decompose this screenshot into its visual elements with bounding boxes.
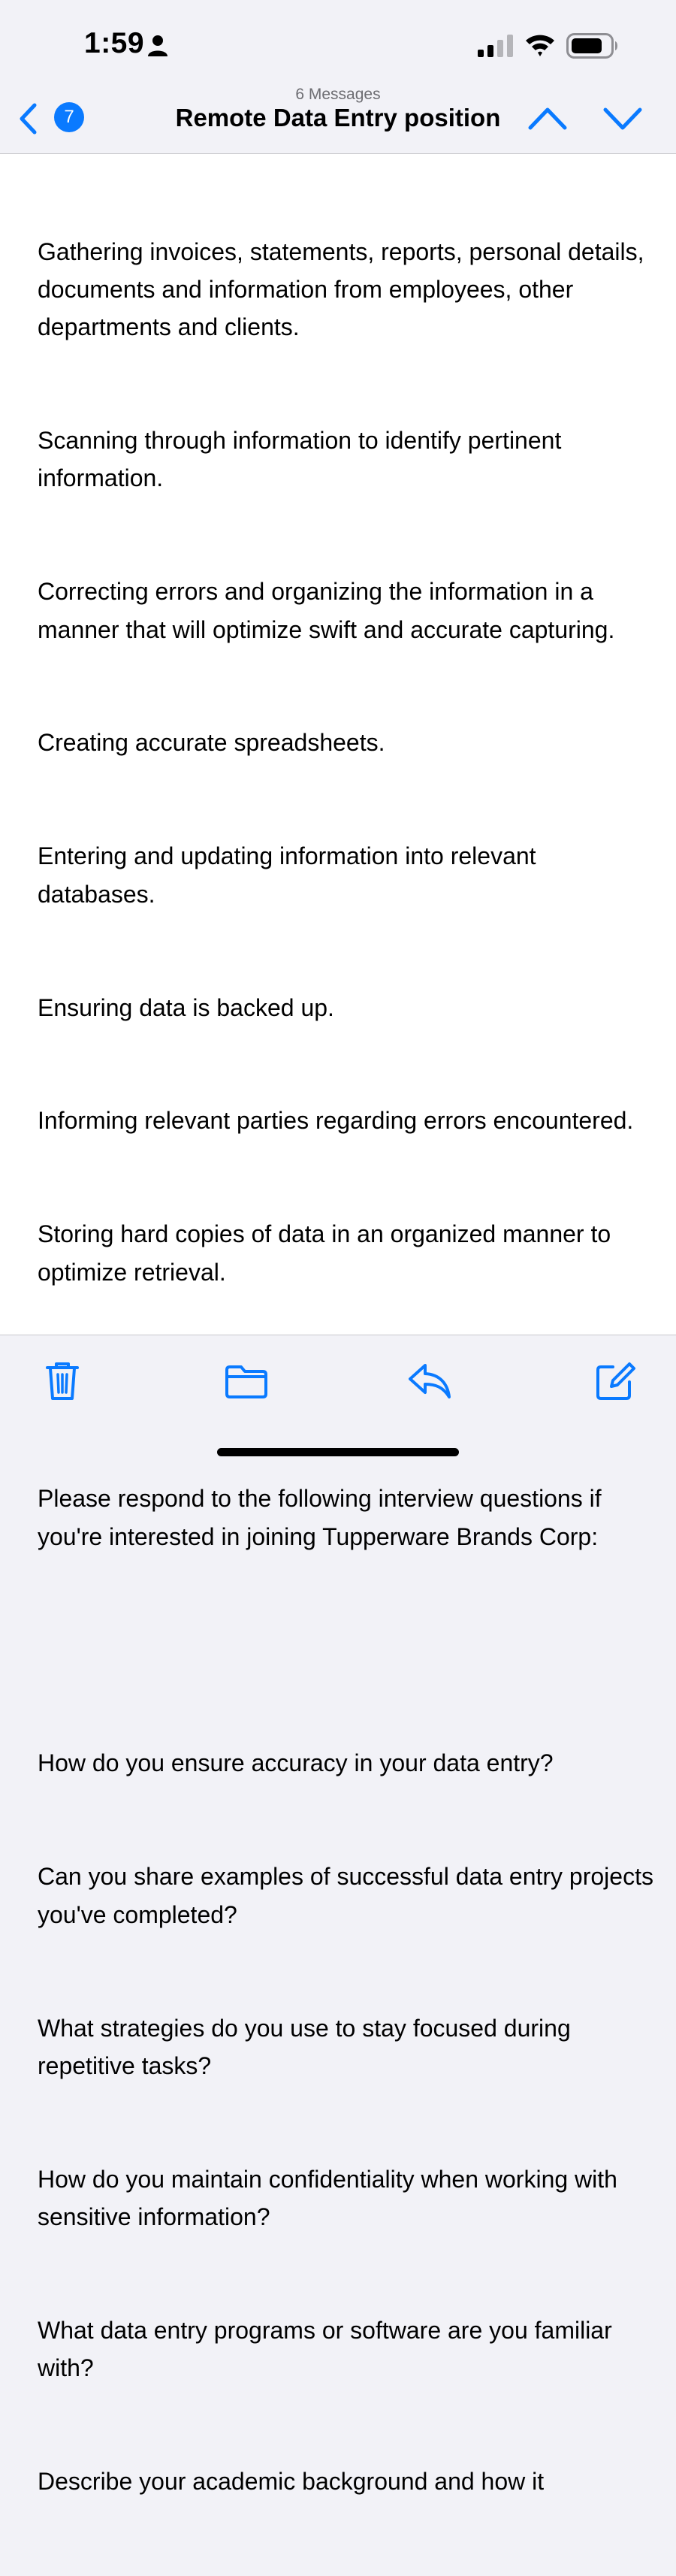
next-message-button[interactable] <box>601 99 644 138</box>
body-line: What data entry programs or software are you familiar with? <box>38 2316 619 2382</box>
body-line: Describe your academic background and how it <box>38 2468 545 2496</box>
unread-badge: 7 <box>54 102 84 132</box>
battery-icon <box>566 33 619 59</box>
message-body[interactable] <box>0 154 676 2496</box>
body-line: Can you share examples of successful data entry projects you've completed? <box>38 1863 660 1928</box>
compose-button[interactable] <box>592 1358 637 1403</box>
body-line: Ensuring data is backed up. <box>38 993 334 1021</box>
previous-message-button[interactable] <box>526 99 569 138</box>
person-icon <box>147 35 168 57</box>
body-line: Scanning through information to identify pertinent information. <box>38 427 569 492</box>
wifi-icon <box>524 32 556 57</box>
folder-icon <box>222 1358 270 1403</box>
body-line: Entering and updating information into relevant databases. <box>38 842 543 908</box>
home-indicator[interactable] <box>217 1448 459 1456</box>
body-line: How do you maintain confidentiality when working with sensitive information? <box>38 2165 624 2231</box>
message-count: 6 Messages <box>295 86 381 103</box>
bottom-toolbar <box>0 1335 676 1467</box>
reply-icon <box>406 1358 454 1403</box>
delete-button[interactable] <box>40 1358 85 1403</box>
chevron-down-icon <box>601 99 644 138</box>
body-line: Storing hard copies of data in an organized manner to optimize retrieval. <box>38 1220 618 1286</box>
thread-header <box>0 83 676 154</box>
body-line: Correcting errors and organizing the information in a manner that will optimize swift and accurate capturing. <box>38 578 615 643</box>
body-line <box>38 1631 653 1669</box>
status-time: 1:59 <box>84 27 145 59</box>
chevron-up-icon <box>526 99 569 138</box>
body-line: Informing relevant parties regarding errors encountered. <box>38 1107 634 1135</box>
body-line: How do you ensure accuracy in your data entry? <box>38 1749 554 1777</box>
status-bar <box>0 0 676 83</box>
body-line: Gathering invoices, statements, reports, personal details, documents and information from employees, other departments and clients. <box>38 237 651 341</box>
move-to-folder-button[interactable] <box>222 1358 270 1403</box>
back-button[interactable] <box>15 101 90 140</box>
body-line: What strategies do you use to stay focused during repetitive tasks? <box>38 2014 578 2079</box>
trash-icon <box>40 1358 85 1403</box>
body-line: Creating accurate spreadsheets. <box>38 729 385 757</box>
thread-title: Remote Data Entry position <box>175 104 501 132</box>
reply-button[interactable] <box>406 1358 454 1403</box>
compose-icon <box>592 1358 637 1403</box>
body-line: Please respond to the following interview questions if you're interested in joining Tupperware Brands Corp: <box>38 1485 608 1550</box>
cellular-signal-icon <box>478 35 514 57</box>
back-chevron-icon <box>18 102 38 135</box>
